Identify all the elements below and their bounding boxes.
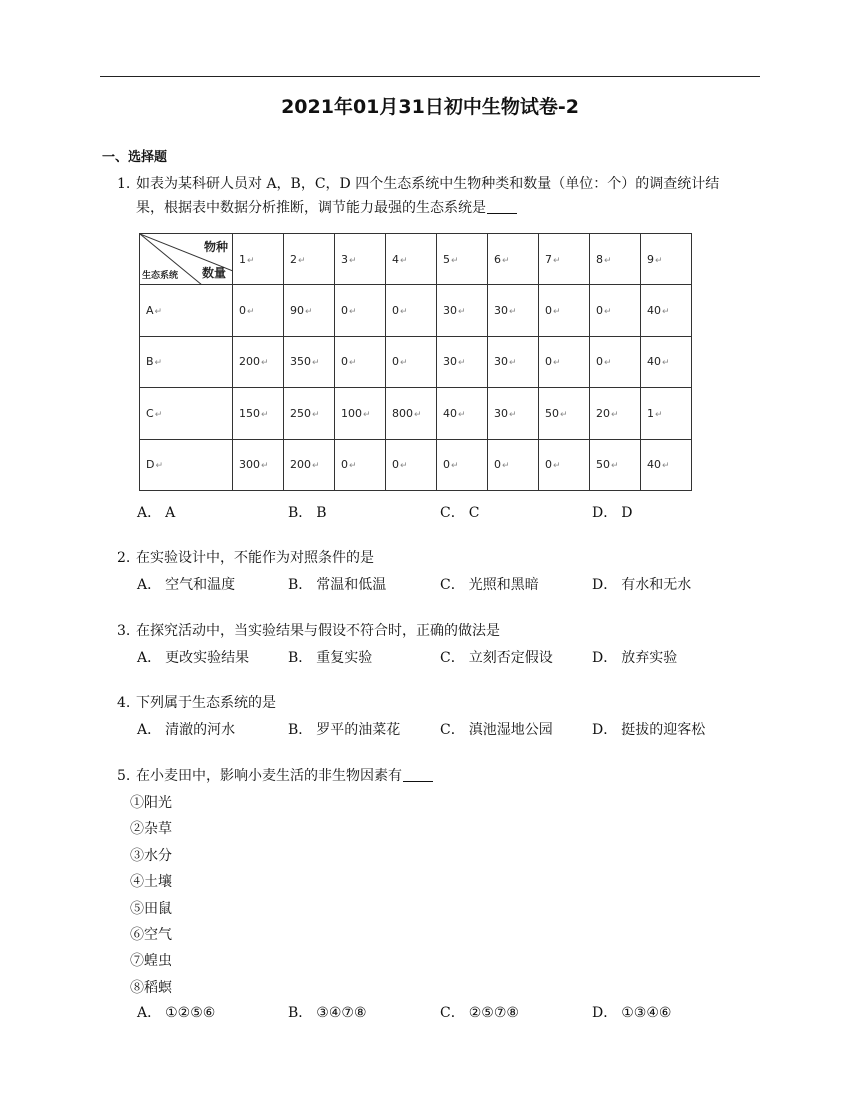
table-cell: 40↵ <box>641 439 692 491</box>
factor-item: ⑧稻螟 <box>130 980 172 996</box>
q5-option-b[interactable]: B． ③④⑦⑧ <box>288 1005 367 1021</box>
table-cell: 0↵ <box>539 285 590 337</box>
table-cell: 0↵ <box>335 439 386 491</box>
table-cell: 0↵ <box>335 336 386 388</box>
table-cell: 40↵ <box>641 285 692 337</box>
question-4-number: 4. <box>117 695 131 711</box>
table-cell: 0↵ <box>233 285 284 337</box>
question-1-line-1: 如表为某科研人员对 A，B，C，D 四个生态系统中生物种类和数量（单位：个）的调查统计结 <box>136 176 720 192</box>
table-cell: 50↵ <box>590 439 641 491</box>
table-cell: 200↵ <box>233 336 284 388</box>
question-4-text: 下列属于生态系统的是 <box>136 695 276 711</box>
table-cell: 0↵ <box>590 285 641 337</box>
q4-option-c[interactable]: C． 滇池湿地公园 <box>440 722 553 738</box>
species-header-cell: 1↵ <box>233 234 284 285</box>
question-5-number: 5. <box>117 768 131 784</box>
species-header-cell: 4↵ <box>386 234 437 285</box>
q3-option-a[interactable]: A． 更改实验结果 <box>137 650 250 666</box>
table-cell: 20↵ <box>590 388 641 440</box>
table-cell: 250↵ <box>284 388 335 440</box>
table-row <box>140 285 692 337</box>
question-2-text: 在实验设计中，不能作为对照条件的是 <box>136 550 374 566</box>
table-row <box>140 336 692 388</box>
question-5-text <box>136 764 433 788</box>
species-header-cell: 9↵ <box>641 234 692 285</box>
question-3-text: 在探究活动中，当实验结果与假设不符合时，正确的做法是 <box>136 623 500 639</box>
table-cell: 150↵ <box>233 388 284 440</box>
table-cell: 40↵ <box>437 388 488 440</box>
table-cell: 0↵ <box>335 285 386 337</box>
factor-item: ④土壤 <box>130 874 172 890</box>
table-cell: 300↵ <box>233 439 284 491</box>
species-header-cell: 8↵ <box>590 234 641 285</box>
factor-item: ⑥空气 <box>130 927 172 943</box>
question-1-text <box>136 172 719 220</box>
table-cell: 30↵ <box>437 285 488 337</box>
table-cell: 100↵ <box>335 388 386 440</box>
header-count-label: 数量 <box>201 266 226 280</box>
row-label-cell: C↵ <box>140 388 233 440</box>
species-header-cell: 2↵ <box>284 234 335 285</box>
table-cell: 0↵ <box>437 439 488 491</box>
table-cell: 90↵ <box>284 285 335 337</box>
row-label-cell: A↵ <box>140 285 233 337</box>
section-heading: 一、选择题 <box>102 150 168 165</box>
header-ecosystem-label: 生态系统 <box>142 271 179 281</box>
factor-item: ①阳光 <box>130 795 172 811</box>
question-1-line-2 <box>136 196 719 220</box>
factor-item: ③水分 <box>130 848 172 864</box>
table-row <box>140 388 692 440</box>
table-cell: 800↵ <box>386 388 437 440</box>
factor-item: ⑤田鼠 <box>130 901 172 917</box>
answer-blank[interactable] <box>403 767 433 782</box>
table-cell: 1↵ <box>641 388 692 440</box>
q1-option-c[interactable]: C． C <box>440 505 480 521</box>
row-label-cell: B↵ <box>140 336 233 388</box>
species-header-cell: 5↵ <box>437 234 488 285</box>
factor-item: ⑦蝗虫 <box>130 953 172 969</box>
table-cell: 0↵ <box>590 336 641 388</box>
table-cell: 30↵ <box>437 336 488 388</box>
question-5-stem: 在小麦田中，影响小麦生活的非生物因素有 <box>136 768 402 784</box>
header-rule <box>100 76 760 77</box>
table-cell: 350↵ <box>284 336 335 388</box>
table-cell: 30↵ <box>488 336 539 388</box>
q4-option-d[interactable]: D． 挺拔的迎客松 <box>592 722 706 738</box>
q2-option-b[interactable]: B． 常温和低温 <box>288 577 387 593</box>
ecosystem-table <box>139 233 692 491</box>
q2-option-a[interactable]: A． 空气和温度 <box>137 577 236 593</box>
species-header-cell: 6↵ <box>488 234 539 285</box>
table-cell: 0↵ <box>386 439 437 491</box>
table-cell: 40↵ <box>641 336 692 388</box>
row-label-cell: D↵ <box>140 439 233 491</box>
q5-option-a[interactable]: A． ①②⑤⑥ <box>137 1005 216 1021</box>
table-cell: 50↵ <box>539 388 590 440</box>
table-row <box>140 439 692 491</box>
page-title: 2021年01月31日初中生物试卷-2 <box>281 96 579 118</box>
q5-option-d[interactable]: D． ①③④⑥ <box>592 1005 672 1021</box>
table-cell: 30↵ <box>488 285 539 337</box>
table-cell: 0↵ <box>386 336 437 388</box>
q1-option-b[interactable]: B． B <box>288 505 327 521</box>
factor-item: ②杂草 <box>130 821 172 837</box>
question-3-number: 3. <box>117 623 131 639</box>
header-species-label: 物种 <box>203 240 228 254</box>
table-cell: 0↵ <box>539 439 590 491</box>
question-1-line-2-text: 果，根据表中数据分析推断，调节能力最强的生态系统是 <box>136 200 486 216</box>
answer-blank[interactable] <box>487 199 517 214</box>
species-header-cell: 3↵ <box>335 234 386 285</box>
q1-option-d[interactable]: D． D <box>592 505 633 521</box>
q2-option-c[interactable]: C． 光照和黑暗 <box>440 577 539 593</box>
q2-option-d[interactable]: D． 有水和无水 <box>592 577 692 593</box>
q1-option-a[interactable]: A． A <box>137 505 176 521</box>
q3-option-b[interactable]: B． 重复实验 <box>288 650 373 666</box>
species-header-cell: 7↵ <box>539 234 590 285</box>
table-cell: 0↵ <box>539 336 590 388</box>
table-cell: 30↵ <box>488 388 539 440</box>
question-2-number: 2. <box>117 550 131 566</box>
q4-option-b[interactable]: B． 罗平的油菜花 <box>288 722 401 738</box>
q3-option-d[interactable]: D． 放弃实验 <box>592 650 678 666</box>
table-cell: 0↵ <box>488 439 539 491</box>
q3-option-c[interactable]: C． 立刻否定假设 <box>440 650 553 666</box>
table-cell: 200↵ <box>284 439 335 491</box>
table-header-row <box>140 234 692 285</box>
question-1-number: 1. <box>117 176 131 192</box>
q5-option-c[interactable]: C． ②⑤⑦⑧ <box>440 1005 519 1021</box>
table-cell: 0↵ <box>386 285 437 337</box>
q4-option-a[interactable]: A． 清澈的河水 <box>137 722 236 738</box>
diagonal-header-cell <box>140 234 233 285</box>
